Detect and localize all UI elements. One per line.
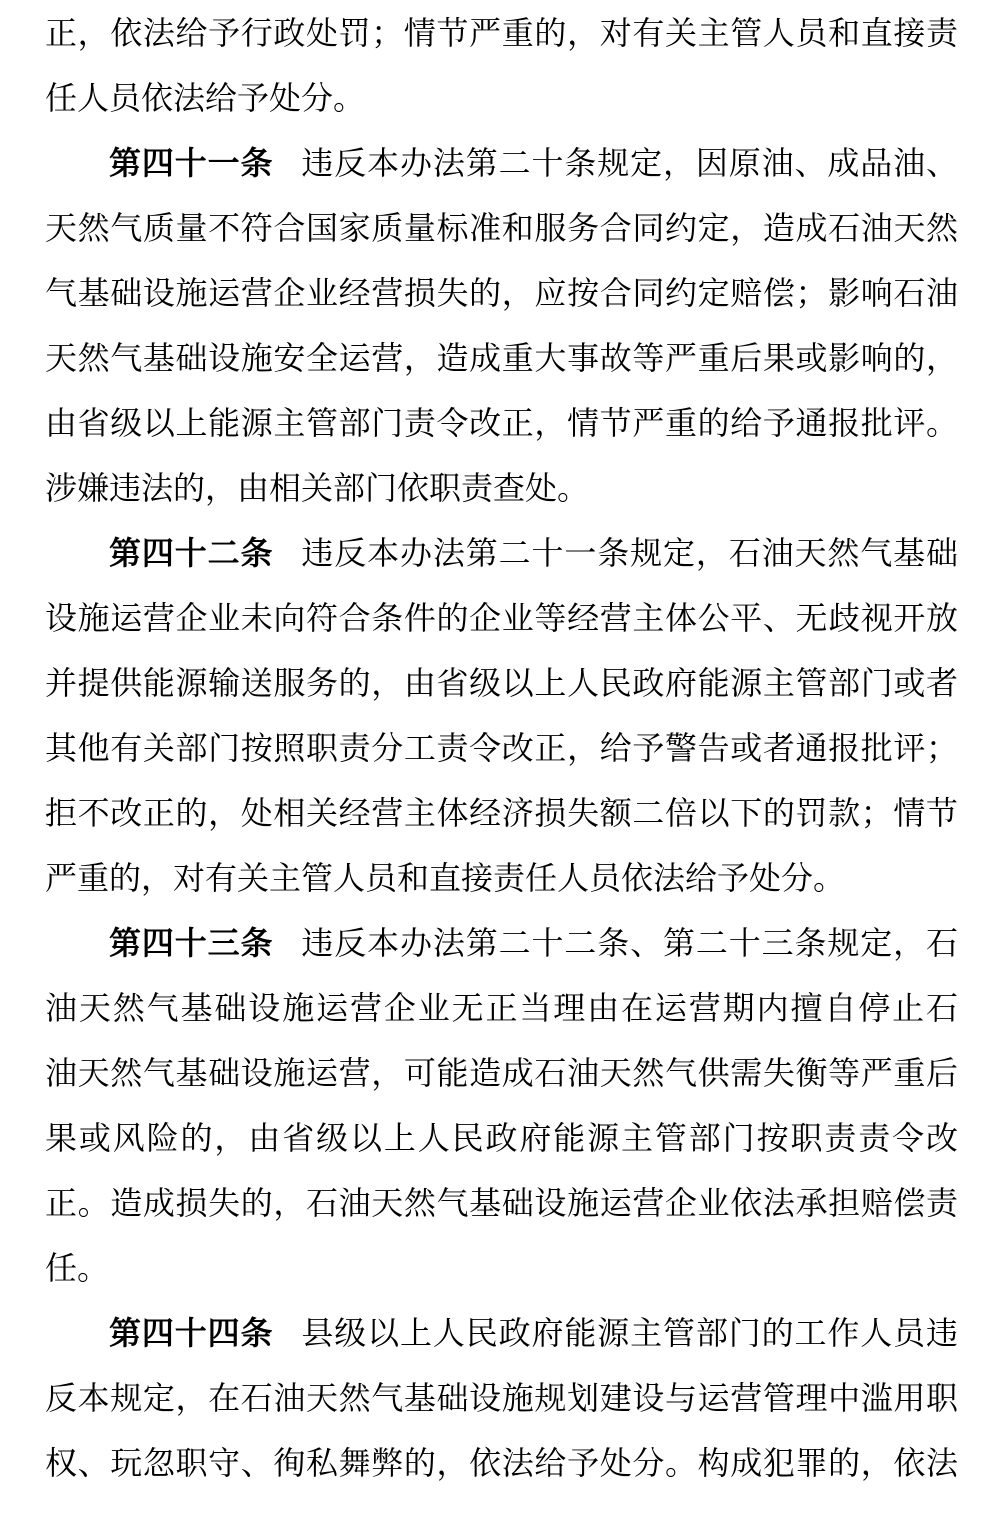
text-line bbox=[45, 911, 958, 976]
article-heading: 第四十三条 bbox=[109, 924, 274, 962]
text-line: 并提供能源输送服务的，由省级以上人民政府能源主管部门或者 bbox=[45, 664, 958, 702]
text-line bbox=[45, 1301, 958, 1366]
text-line: 气基础设施运营企业经营损失的，应按合同约定赔偿；影响石油 bbox=[45, 274, 958, 312]
text-line: 由省级以上能源主管部门责令改正，情节严重的给予通报批评。 bbox=[45, 404, 958, 442]
text-line: 反本规定，在石油天然气基础设施规划建设与运营管理中滥用职 bbox=[45, 1379, 958, 1417]
text-line: 严重的，对有关主管人员和直接责任人员依法给予处分。 bbox=[45, 859, 846, 897]
text-line bbox=[45, 131, 958, 196]
text-line: 正。造成损失的，石油天然气基础设施运营企业依法承担赔偿责 bbox=[45, 1184, 958, 1222]
text-run: 违反本办法第二十一条规定，石油天然气基础 bbox=[301, 534, 958, 572]
text-line: 拒不改正的，处相关经营主体经济损失额二倍以下的罚款；情节 bbox=[45, 794, 958, 832]
text-line: 天然气基础设施安全运营，造成重大事故等严重后果或影响的， bbox=[45, 339, 958, 377]
text-line: 天然气质量不符合国家质量标准和服务合同约定，造成石油天然 bbox=[45, 209, 958, 247]
text-line bbox=[45, 521, 958, 586]
article-heading: 第四十四条 bbox=[109, 1314, 274, 1352]
text-line: 任人员依法给予处分。 bbox=[45, 79, 366, 117]
text-line: 油天然气基础设施运营企业无正当理由在运营期内擅自停止石 bbox=[45, 989, 958, 1027]
article-heading: 第四十二条 bbox=[109, 534, 274, 572]
text-line: 权、玩忽职守、徇私舞弊的，依法给予处分。构成犯罪的，依法 bbox=[45, 1444, 958, 1482]
document-body bbox=[45, 1, 958, 1496]
text-line: 油天然气基础设施运营，可能造成石油天然气供需失衡等严重后 bbox=[45, 1054, 958, 1092]
text-line: 涉嫌违法的，由相关部门依职责查处。 bbox=[45, 469, 590, 507]
text-line: 任。 bbox=[45, 1249, 110, 1287]
text-run: 违反本办法第二十二条、第二十三条规定，石 bbox=[301, 924, 958, 962]
article-heading: 第四十一条 bbox=[109, 144, 274, 182]
text-run: 县级以上人民政府能源主管部门的工作人员违 bbox=[301, 1314, 958, 1352]
text-line: 果或风险的，由省级以上人民政府能源主管部门按职责责令改 bbox=[45, 1119, 958, 1157]
text-line: 其他有关部门按照职责分工责令改正，给予警告或者通报批评； bbox=[45, 729, 958, 767]
text-run: 违反本办法第二十条规定，因原油、成品油、 bbox=[301, 144, 958, 182]
text-line: 设施运营企业未向符合条件的企业等经营主体公平、无歧视开放 bbox=[45, 599, 958, 637]
text-line: 正，依法给予行政处罚；情节严重的，对有关主管人员和直接责 bbox=[45, 14, 958, 52]
